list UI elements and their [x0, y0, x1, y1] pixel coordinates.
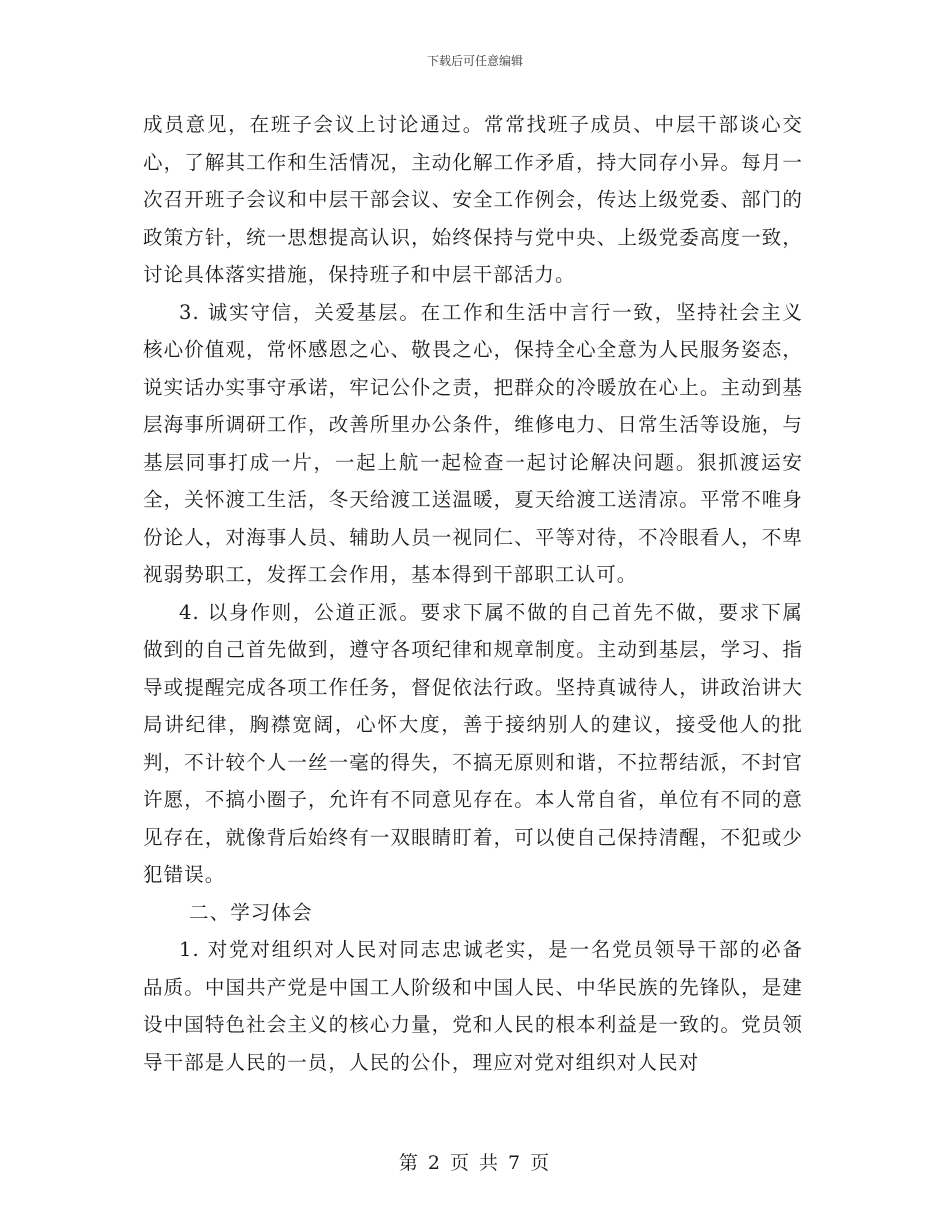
paragraph-item-3: 3. 诚实守信，关爱基层。在工作和生活中言行一致，坚持社会主义核心价值观，常怀感恩之心、敬畏之心，保持全心全意为人民服务姿态，说实话办实事守承诺，牢记公仆之责，把群众的冷暖放在心上。主动到基层海事所调研工作，改善所里办公条件，维修电力、日常生活等设施，与基层同事打成一片，一起上航一起检查一起讨论解决问题。狠抓渡运安全，关怀渡工生活，冬天给渡工送温暖，夏天给渡工送清凉。平常不唯身份论人，对海事人员、辅助人员一视同仁、平等对待，不冷眼看人，不卑视弱势职工，发挥工会作用，基本得到干部职工认可。 [143, 300, 803, 586]
page-number: 第 2 页 共 7 页 [398, 1152, 552, 1174]
paragraph-continuation: 成员意见，在班子会议上讨论通过。常常找班子成员、中层干部谈心交心，了解其工作和生活情况，主动化解工作矛盾，持大同存小异。每月一次召开班子会议和中层干部会议、安全工作例会，传达上级党委、部门的政策方针，统一思想提高认识，始终保持与党中央、上级党委高度一致，讨论具体落实措施，保持班子和中层干部活力。 [143, 113, 803, 286]
document-body [143, 106, 803, 1081]
page-header: 下载后可任意编辑 [426, 54, 523, 68]
paragraph-item-4: 4. 以身作则，公道正派。要求下属不做的自己首先不做，要求下属做到的自己首先做到，遵守各项纪律和规章制度。主动到基层，学习、指导或提醒完成各项工作任务，督促依法行政。坚持真诚待人，讲政治讲大局讲纪律，胸襟宽阔，心怀大度，善于接纳别人的建议，接受他人的批判，不计较个人一丝一毫的得失，不搞无原则和谐，不拉帮结派，不封官许愿，不搞小圈子，允许有不同意见存在。本人常自省，单位有不同的意见存在，就像背后始终有一双眼睛盯着，可以使自己保持清醒，不犯或少犯错误。 [143, 600, 803, 886]
paragraph-item-1: 1. 对党对组织对人民对同志忠诚老实，是一名党员领导干部的必备品质。中国共产党是中国工人阶级和中国人民、中华民族的先锋队，是建设中国特色社会主义的核心力量，党和人民的根本利益是一致的。党员领导干部是人民的一员，人民的公仆，理应对党对组织对人民对 [143, 938, 803, 1074]
section-heading: 二、学习体会 [189, 900, 313, 924]
